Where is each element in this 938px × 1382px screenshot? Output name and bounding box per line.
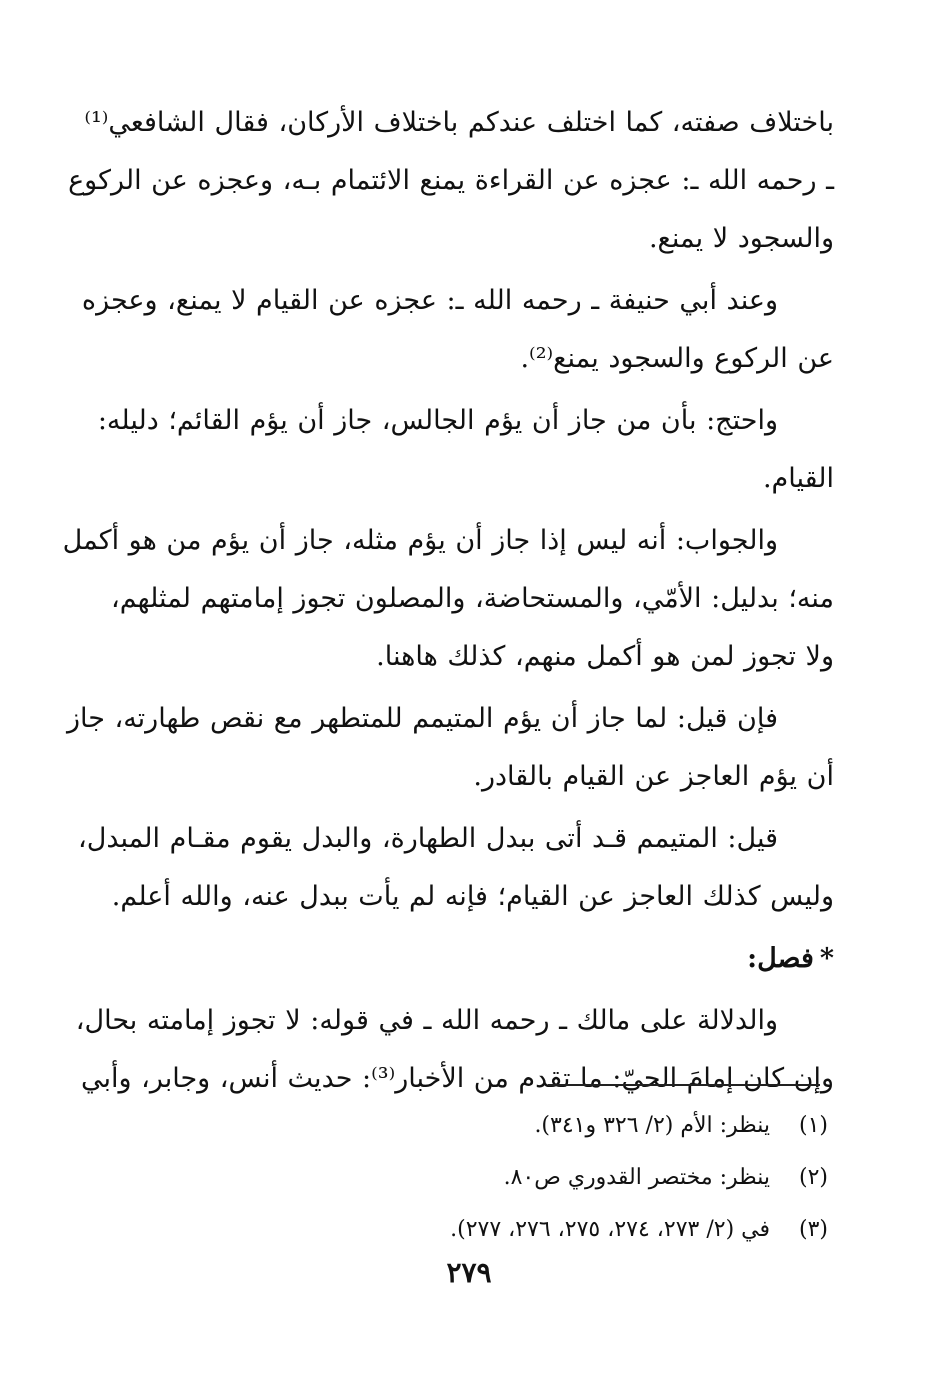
paragraph: [81, 272, 834, 388]
text-line: القيام.: [762, 463, 834, 494]
footnote-text: ينظر: مختصر القدوري ص٨٠.: [503, 1165, 770, 1190]
text-line: ـ رحمه الله ـ: عجزه عن القراءة يمنع الائتمام بـه، وعجزه عن الركوع: [68, 165, 834, 196]
text-line: والجواب: أنه ليس إذا جاز أن يؤم مثله، جاز أن يؤم من هو أكمل: [62, 525, 778, 556]
text-line: ولا تجوز لمن هو أكمل منهم، كذلك هاهنا.: [376, 641, 834, 672]
footnote-text: ينظر: الأم (٢/ ٣٢٦ و٣٤١).: [534, 1113, 770, 1138]
text-line: أن يؤم العاجز عن القيام بالقادر.: [473, 761, 834, 792]
footnote: [118, 1152, 828, 1204]
paragraph: [97, 392, 834, 508]
text-line: واحتج: بأن من جاز أن يؤم الجالس، جاز أن يؤم القائم؛ دليله:: [97, 405, 778, 436]
text-line: عن الركوع والسجود يمنع⁽²⁾.: [520, 343, 834, 374]
footnote-divider: [548, 1084, 820, 1086]
paragraph: [62, 512, 834, 686]
text-line: منه؛ بدليل: الأمّي، والمستحاضة، والمصلون تجوز إمامتهم لمثلهم،: [110, 583, 834, 614]
section-heading: [118, 930, 834, 988]
paragraph: [66, 690, 834, 806]
page-number: ٢٧٩: [446, 1256, 492, 1289]
paragraph: [68, 94, 834, 268]
footnote-number: (٣): [798, 1217, 828, 1242]
text-line: والدلالة على مالك ـ رحمه الله ـ في قوله: لا تجوز إمامته بحال،: [75, 1005, 778, 1036]
paragraph: [78, 810, 834, 926]
text-line: وليس كذلك العاجز عن القيام؛ فإنه لم يأت ببدل عنه، والله أعلم.: [111, 881, 834, 912]
text-line: وإن كان إمامَ الحيّ: ما تقدم من الأخبار⁽³⁾: حديث أنس، وجابر، وأبي: [81, 1063, 834, 1094]
text-line: وعند أبي حنيفة ـ رحمه الله ـ: عجزه عن القيام لا يمنع، وعجزه: [81, 285, 778, 316]
footnote-number: (٢): [798, 1165, 828, 1190]
main-text: [62, 90, 834, 1108]
text-line: باختلاف صفته، كما اختلف عندكم باختلاف الأركان، فقال الشافعي⁽¹⁾: [84, 107, 834, 138]
footnote: [118, 1100, 828, 1152]
footnote: [118, 1204, 828, 1256]
footnote-text: في (٢/ ٢٧٣، ٢٧٤، ٢٧٥، ٢٧٦، ٢٧٧).: [450, 1217, 770, 1242]
text-line: فإن قيل: لما جاز أن يؤم المتيمم للمتطهر مع نقص طهارته، جاز: [66, 703, 778, 734]
footnotes: [118, 1100, 828, 1256]
section-heading-label: فصل:: [747, 943, 814, 974]
paragraph: [75, 992, 834, 1108]
text-line: والسجود لا يمنع.: [648, 223, 834, 254]
text-line: قيل: المتيمم قـد أتى ببدل الطهارة، والبدل يقوم مقـام المبدل،: [78, 823, 778, 854]
footnote-number: (١): [798, 1113, 828, 1138]
star-icon: *: [819, 943, 834, 974]
